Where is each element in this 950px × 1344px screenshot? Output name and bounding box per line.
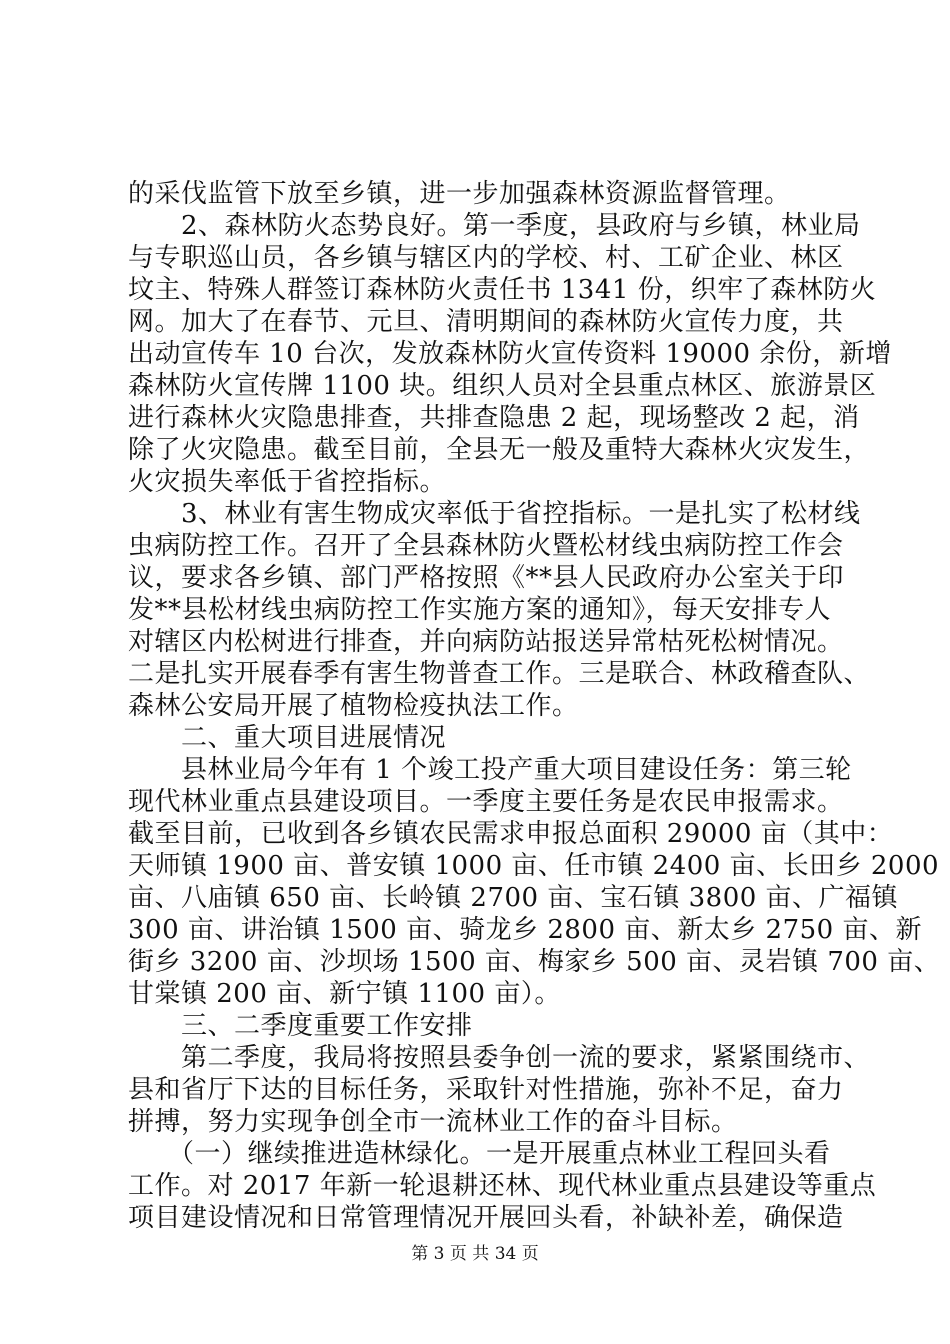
text-line: 现代林业重点县建设项目。一季度主要任务是农民申报需求。 bbox=[128, 787, 844, 817]
text-line: 3、林业有害生物成灾率低于省控指标。一是扎实了松材线 bbox=[128, 499, 861, 529]
text-line: 二是扎实开展春季有害生物普查工作。三是联合、林政稽查队、 bbox=[128, 659, 871, 689]
text-line: 工作。对 2017 年新一轮退耕还林、现代林业重点县建设等重点 bbox=[128, 1171, 877, 1201]
text-line: 与专职巡山员，各乡镇与辖区内的学校、村、工矿企业、林区 bbox=[128, 243, 844, 273]
text-line: 县和省厅下达的目标任务，采取针对性措施，弥补不足，奋力 bbox=[128, 1075, 844, 1105]
text-line: 项目建设情况和日常管理情况开展回头看，补缺补差，确保造 bbox=[128, 1203, 844, 1233]
text-line: 街乡 3200 亩、沙坝场 1500 亩、梅家乡 500 亩、灵岩镇 700 亩、 bbox=[128, 947, 941, 977]
text-line: 网。加大了在春节、元旦、清明期间的森林防火宣传力度，共 bbox=[128, 307, 844, 337]
text-line: 出动宣传车 10 台次，发放森林防火宣传资料 19000 余份，新增 bbox=[128, 339, 892, 369]
text-line: 天师镇 1900 亩、普安镇 1000 亩、任市镇 2400 亩、长田乡 2000 bbox=[128, 851, 940, 881]
text-line: 甘棠镇 200 亩、新宁镇 1100 亩）。 bbox=[128, 979, 561, 1009]
text-line: 森林公安局开展了植物检疫执法工作。 bbox=[128, 691, 579, 721]
text-line: 300 亩、讲治镇 1500 亩、骑龙乡 2800 亩、新太乡 2750 亩、新 bbox=[128, 915, 922, 945]
text-line: （一）继续推进造林绿化。一是开展重点林业工程回头看 bbox=[128, 1139, 831, 1169]
text-line: 县林业局今年有 1 个竣工投产重大项目建设任务：第三轮 bbox=[128, 755, 852, 785]
text-line: 2、森林防火态势良好。第一季度，县政府与乡镇，林业局 bbox=[128, 211, 861, 241]
text-line: 对辖区内松树进行排查，并向病防站报送异常枯死松树情况。 bbox=[128, 627, 844, 657]
text-line: 拼搏，努力实现争创全市一流林业工作的奋斗目标。 bbox=[128, 1107, 738, 1137]
text-line: 坟主、特殊人群签订森林防火责任书 1341 份，织牢了森林防火 bbox=[128, 275, 877, 305]
text-line: 森林防火宣传牌 1100 块。组织人员对全县重点林区、旅游景区 bbox=[128, 371, 877, 401]
text-line: 发**县松材线虫病防控工作实施方案的通知》，每天安排专人 bbox=[128, 595, 832, 625]
text-line: 进行森林火灾隐患排查，共排查隐患 2 起，现场整改 2 起，消 bbox=[128, 403, 860, 433]
text-line: 虫病防控工作。召开了全县森林防火暨松材线虫病防控工作会 bbox=[128, 531, 844, 561]
text-line: 亩、八庙镇 650 亩、长岭镇 2700 亩、宝石镇 3800 亩、广福镇 bbox=[128, 883, 899, 913]
text-line: 的采伐监管下放至乡镇，进一步加强森林资源监督管理。 bbox=[128, 179, 791, 209]
text-line: 截至目前，已收到各乡镇农民需求申报总面积 29000 亩（其中： bbox=[128, 819, 894, 849]
page-footer: 第 3 页 共 34 页 bbox=[411, 1244, 539, 1264]
text-line: 火灾损失率低于省控指标。 bbox=[128, 467, 447, 497]
section-heading: 二、重大项目进展情况 bbox=[128, 723, 447, 753]
section-heading: 三、二季度重要工作安排 bbox=[128, 1011, 473, 1041]
text-line: 除了火灾隐患。截至目前，全县无一般及重特大森林火灾发生， bbox=[128, 435, 871, 465]
text-line: 议，要求各乡镇、部门严格按照《**县人民政府办公室关于印 bbox=[128, 563, 845, 593]
text-line: 第二季度，我局将按照县委争创一流的要求，紧紧围绕市、 bbox=[128, 1043, 871, 1073]
